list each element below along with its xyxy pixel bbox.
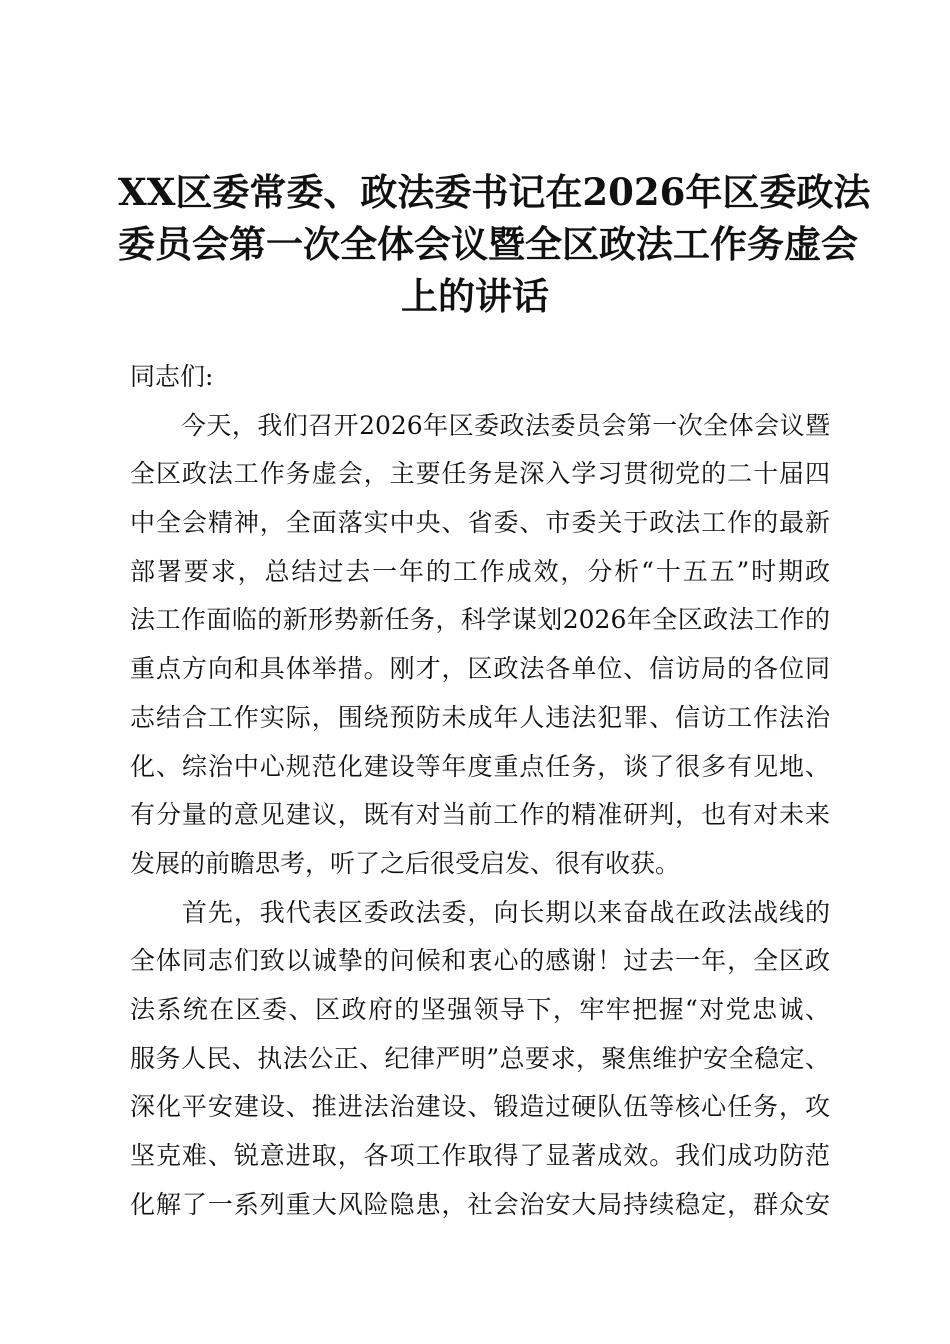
paragraph-line: 化、综治中心规范化建设等年度重点任务，谈了很多有见地、 <box>130 751 830 781</box>
title-line-2: 委员会第一次全体会议暨全区政法工作务虚会 <box>118 222 858 266</box>
document-title <box>118 166 871 322</box>
title-line-3: 上的讲话 <box>401 274 549 318</box>
paragraph-line: 有分量的意见建议，既有对当前工作的精准研判，也有对未来 <box>130 800 830 830</box>
paragraph-line: 深化平安建设、推进法治建设、锻造过硬队伍等核心任务，攻 <box>130 1092 830 1122</box>
paragraph-line: 今天，我们召开2026年区委政法委员会第一次全体会议暨 <box>130 410 830 440</box>
paragraph-line: 部署要求，总结过去一年的工作成效，分析“十五五”时期政 <box>130 556 830 586</box>
paragraph-1 <box>130 402 830 889</box>
paragraph-line: 全区政法工作务虚会，主要任务是深入学习贯彻党的二十届四 <box>130 459 830 489</box>
paragraph-line: 坚克难、锐意进取，各项工作取得了显著成效。我们成功防范 <box>130 1141 830 1170</box>
paragraph-line: 中全会精神，全面落实中央、省委、市委关于政法工作的最新 <box>130 508 830 538</box>
paragraph-line: 志结合工作实际，围绕预防未成年人违法犯罪、信访工作法治 <box>130 702 830 732</box>
paragraph-line: 发展的前瞻思考，听了之后很受启发、很有收获。 <box>130 848 681 878</box>
title-line-1: XX区委常委、政法委书记在2026年区委政法 <box>118 170 871 214</box>
paragraph-2 <box>130 889 830 1230</box>
document-body <box>130 353 830 1229</box>
paragraph-line: 全体同志们致以诚挚的问候和衷心的感谢！过去一年，全区政 <box>130 946 830 976</box>
paragraph-line: 服务人民、执法公正、纪律严明”总要求，聚焦维护安全稳定、 <box>130 1043 830 1073</box>
paragraph-line: 法工作面临的新形势新任务，科学谋划2026年全区政法工作的 <box>130 605 830 635</box>
paragraph-line: 首先，我代表区委政法委，向长期以来奋战在政法战线的 <box>130 897 830 927</box>
salutation: 同志们: <box>130 362 214 391</box>
paragraph-line: 重点方向和具体举措。刚才，区政法各单位、信访局的各位同 <box>130 654 830 684</box>
paragraph-line: 化解了一系列重大风险隐患，社会治安大局持续稳定，群众安 <box>130 1189 830 1219</box>
paragraph-line: 法系统在区委、区政府的坚强领导下，牢牢把握“对党忠诚、 <box>130 994 830 1024</box>
